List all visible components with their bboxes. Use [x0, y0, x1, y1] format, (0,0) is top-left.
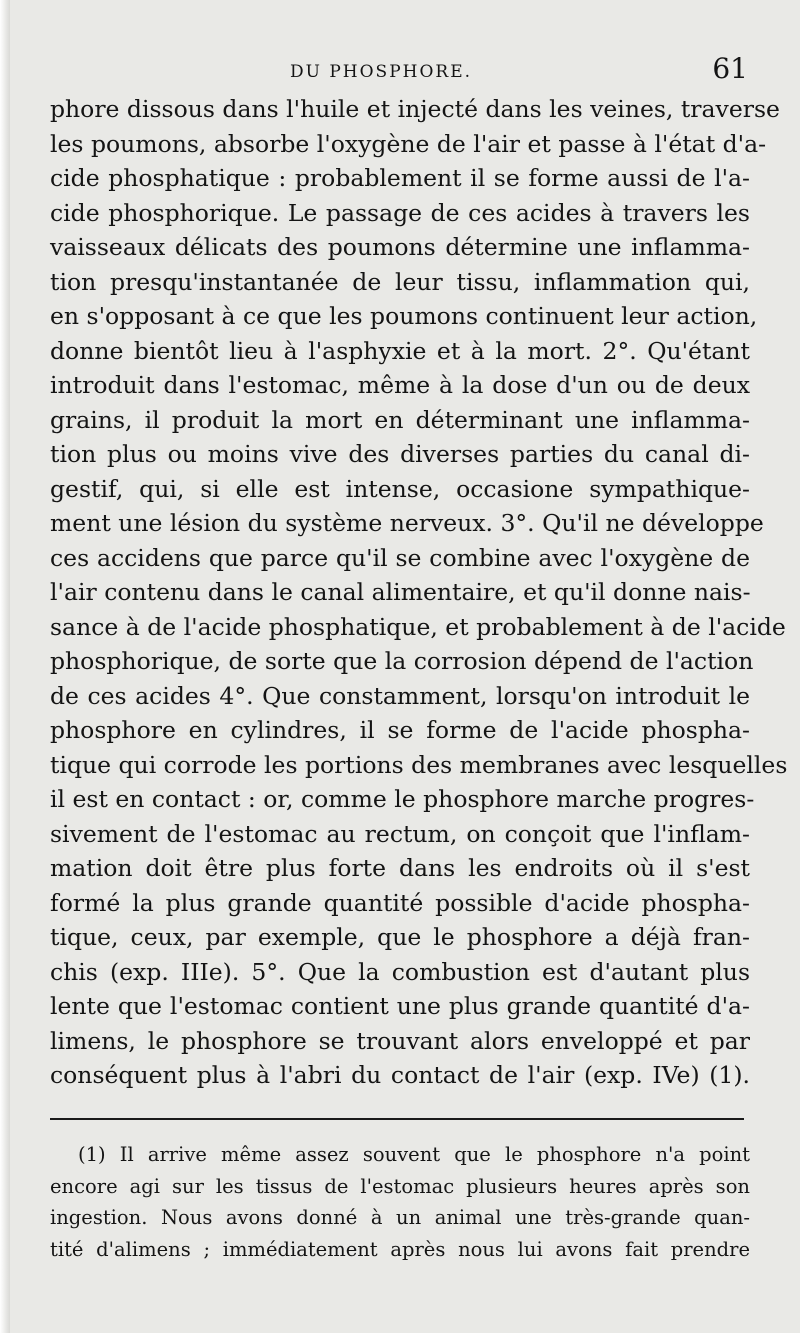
text-line: de ces acides 4°. Que constamment, lorsqu'on introduit le	[50, 681, 750, 710]
text-line: ment une lésion du système nerveux. 3°. Qu'il ne développe	[50, 509, 764, 537]
page-header	[48, 52, 748, 88]
footnote-line: (1) Il arrive même assez souvent que le phosphore n'a point	[78, 1143, 750, 1166]
text-line: il est en contact : or, comme le phosphore marche progres-	[50, 785, 755, 813]
text-line: introduit dans l'estomac, même à la dose d'un ou de deux	[50, 371, 750, 399]
text-line: ces accidens que parce qu'il se combine avec l'oxygène de	[50, 543, 750, 572]
text-line: phosphorique, de sorte que la corrosion dépend de l'action	[50, 647, 754, 675]
text-line: grains, il produit la mort en déterminant une inflamma-	[50, 405, 750, 434]
footnote	[50, 1139, 750, 1265]
page-number: 61	[712, 52, 748, 85]
text-line: tique, ceux, par exemple, que le phosphore a déjà fran-	[50, 923, 750, 951]
footnote-rule	[50, 1118, 744, 1120]
text-line: chis (exp. IIIe). 5°. Que la combustion est d'autant plus	[50, 957, 750, 986]
footnote-line: ingestion. Nous avons donné à un animal une très-grande quan-	[50, 1206, 750, 1229]
text-line: vaisseaux délicats des poumons détermine une inflamma-	[50, 233, 750, 261]
text-line: phore dissous dans l'huile et injecté dans les veines, traverse	[50, 95, 780, 123]
text-line: les poumons, absorbe l'oxygène de l'air et passe à l'état d'a-	[50, 129, 767, 158]
text-line: l'air contenu dans le canal alimentaire, et qu'il donne nais-	[50, 578, 751, 606]
text-line: mation doit être plus forte dans les endroits où il s'est	[50, 854, 750, 882]
footnote-line: encore agi sur les tissus de l'estomac plusieurs heures après son	[50, 1174, 750, 1198]
text-line: phosphore en cylindres, il se forme de l'acide phospha-	[50, 716, 750, 744]
text-line: en s'opposant à ce que les poumons continuent leur action,	[50, 302, 758, 330]
text-line: cide phosphorique. Le passage de ces acides à travers les	[50, 198, 750, 227]
running-head: DU PHOSPHORE.	[290, 62, 473, 82]
text-line: conséquent plus à l'abri du contact de l'air (exp. IVe) (1).	[50, 1061, 750, 1089]
text-line: lente que l'estomac contient une plus grande quantité d'a-	[50, 992, 750, 1020]
text-line: sance à de l'acide phosphatique, et probablement à de l'acide	[50, 612, 786, 641]
text-line: tion presqu'instantanée de leur tissu, inflammation qui,	[50, 267, 750, 296]
text-line: gestif, qui, si elle est intense, occasione sympathique-	[50, 474, 750, 503]
body-text	[50, 92, 788, 1093]
footnote-line: tité d'alimens ; immédiatement après nous lui avons fait prendre	[50, 1237, 750, 1261]
text-line: sivement de l'estomac au rectum, on conçoit que l'inflam-	[50, 819, 750, 848]
page-edge	[0, 0, 10, 1333]
text-line: tion plus ou moins vive des diverses parties du canal di-	[50, 440, 750, 468]
text-line: formé la plus grande quantité possible d'acide phospha-	[50, 888, 750, 917]
text-line: limens, le phosphore se trouvant alors enveloppé et par	[50, 1026, 750, 1055]
text-line: donne bientôt lieu à l'asphyxie et à la mort. 2°. Qu'étant	[50, 336, 750, 365]
text-line: tique qui corrode les portions des membranes avec lesquelles	[50, 750, 788, 779]
text-line: cide phosphatique : probablement il se forme aussi de l'a-	[50, 164, 750, 192]
